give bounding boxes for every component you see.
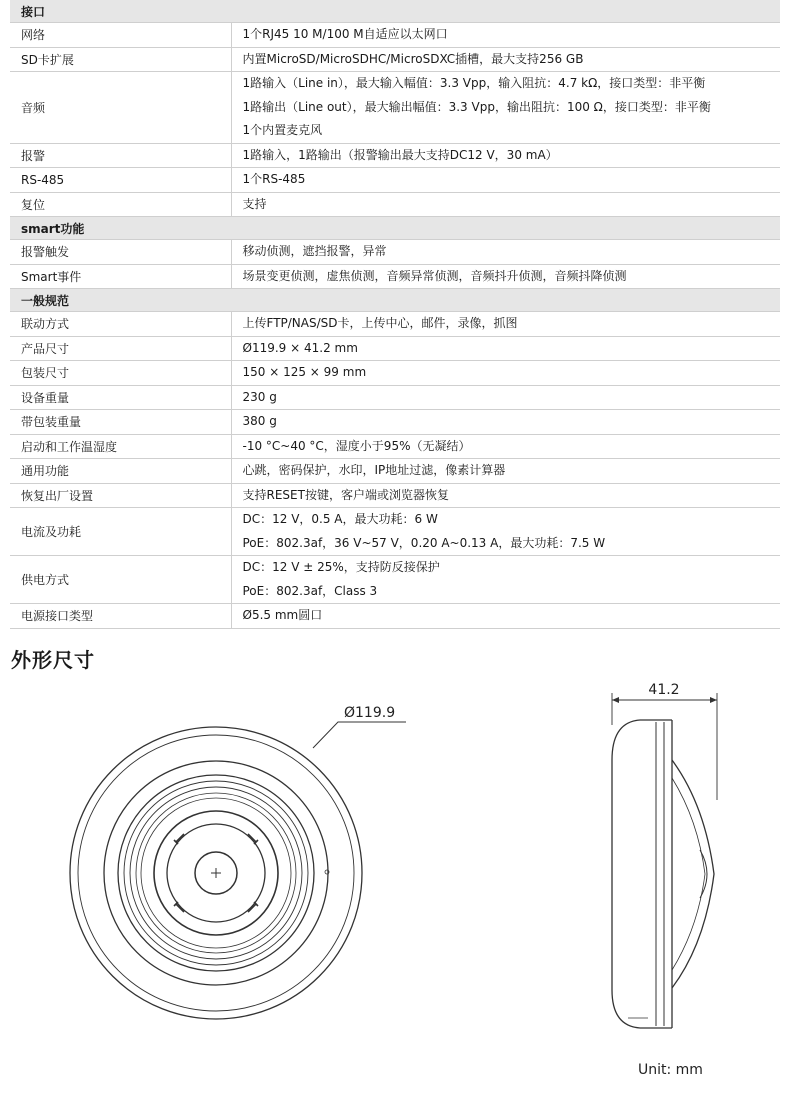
spec-value: 1个RS-485: [242, 172, 306, 186]
spec-value: 230 g: [242, 389, 277, 404]
spec-label: RS-485: [10, 168, 231, 193]
spec-value: 150 × 125 × 99 mm: [242, 365, 367, 379]
height-label: 41.2: [648, 682, 680, 698]
side-view: [612, 693, 717, 1028]
spec-label: 设备重量: [10, 385, 231, 410]
side-dome-profile: [672, 760, 714, 988]
spec-value: Ø119.9 × 41.2 mm: [242, 340, 358, 355]
spec-value: 1个内置麦克风: [242, 123, 323, 137]
spec-label: Smart事件: [10, 264, 231, 289]
spec-label: 恢复出厂设置: [10, 483, 231, 508]
spec-value: 1路输出（Line out），最大输出幅值：3.3 Vpp，输出阻抗：100 Ω，接口类型：非平衡: [242, 99, 711, 114]
spec-value: 1路输入，1路输出（报警输出最大支持DC12 V，30 mA）: [242, 147, 558, 162]
front-clip-top-right: [248, 834, 258, 844]
spec-label: SD卡扩展: [10, 47, 231, 72]
side-back-curve: [612, 720, 640, 1028]
spec-label: 产品尺寸: [10, 336, 231, 361]
front-view: [70, 722, 406, 1019]
height-dim-arrow-right: [710, 697, 717, 703]
spec-value: DC：12 V，0.5 A，最大功耗：6 W: [242, 512, 438, 526]
unit-label: Unit: mm: [638, 1062, 703, 1078]
outline-title: 外形尺寸: [11, 648, 95, 672]
spec-value: 上传FTP/NAS/SD卡，上传中心，邮件，录像，抓图: [242, 316, 518, 330]
front-clip-bottom-right: [248, 902, 258, 912]
spec-label: 网络: [10, 23, 231, 48]
diameter-label: Ø119.9: [344, 705, 396, 721]
spec-value: 380 g: [242, 414, 277, 428]
spec-value: 内置MicroSD/MicroSDHC/MicroSDXC插槽，最大支持256 GB: [242, 51, 584, 66]
spec-label: 复位: [10, 192, 231, 217]
spec-label: 带包装重量: [10, 410, 231, 435]
side-lens-bulge: [700, 850, 707, 898]
spec-label: 启动和工作温湿度: [10, 434, 231, 459]
spec-value: 1个RJ45 10 M/100 M自适应以太网口: [242, 27, 448, 41]
section-title: 接口: [10, 0, 780, 23]
spec-value: PoE：802.3af，Class 3: [242, 583, 378, 598]
spec-label: 通用功能: [10, 459, 231, 484]
section-title: smart功能: [10, 217, 780, 240]
height-dim-arrow-left: [612, 697, 619, 703]
front-clip-top-left: [174, 834, 184, 844]
spec-value: 支持RESET按键，客户端或浏览器恢复: [242, 487, 449, 502]
spec-label: 报警触发: [10, 240, 231, 265]
section-title: 一般规范: [10, 289, 780, 312]
front-clip-bottom-left: [174, 902, 184, 912]
diameter-leader-line: [313, 722, 406, 748]
spec-value: -10 °C~40 °C，湿度小于95%（无凝结）: [242, 438, 471, 453]
spec-value: 场景变更侦测，虚焦侦测，音频异常侦测，音频抖升侦测，音频抖降侦测: [242, 268, 627, 283]
side-dome-inner: [672, 778, 705, 970]
spec-label: 电源接口类型: [10, 604, 231, 629]
spec-value: 1路输入（Line in），最大输入幅值：3.3 Vpp，输入阻抗：4.7 kΩ，接口类型：非平衡: [242, 76, 706, 90]
spec-value: Ø5.5 mm圆口: [242, 608, 323, 622]
spec-label: 供电方式: [10, 556, 231, 604]
spec-value: 心跳，密码保护，水印，IP地址过滤，像素计算器: [242, 463, 506, 477]
spec-label: 报警: [10, 143, 231, 168]
spec-label: 联动方式: [10, 312, 231, 337]
spec-label: 电流及功耗: [10, 508, 231, 556]
spec-value: 支持: [242, 196, 267, 211]
spec-value: 移动侦测，遮挡报警，异常: [242, 244, 387, 258]
spec-value: DC：12 V ± 25%，支持防反接保护: [242, 560, 440, 574]
spec-value: PoE：802.3af，36 V~57 V，0.20 A~0.13 A，最大功耗：7.5 W: [242, 535, 606, 550]
spec-label: 包装尺寸: [10, 361, 231, 386]
spec-label: 音频: [10, 72, 231, 144]
